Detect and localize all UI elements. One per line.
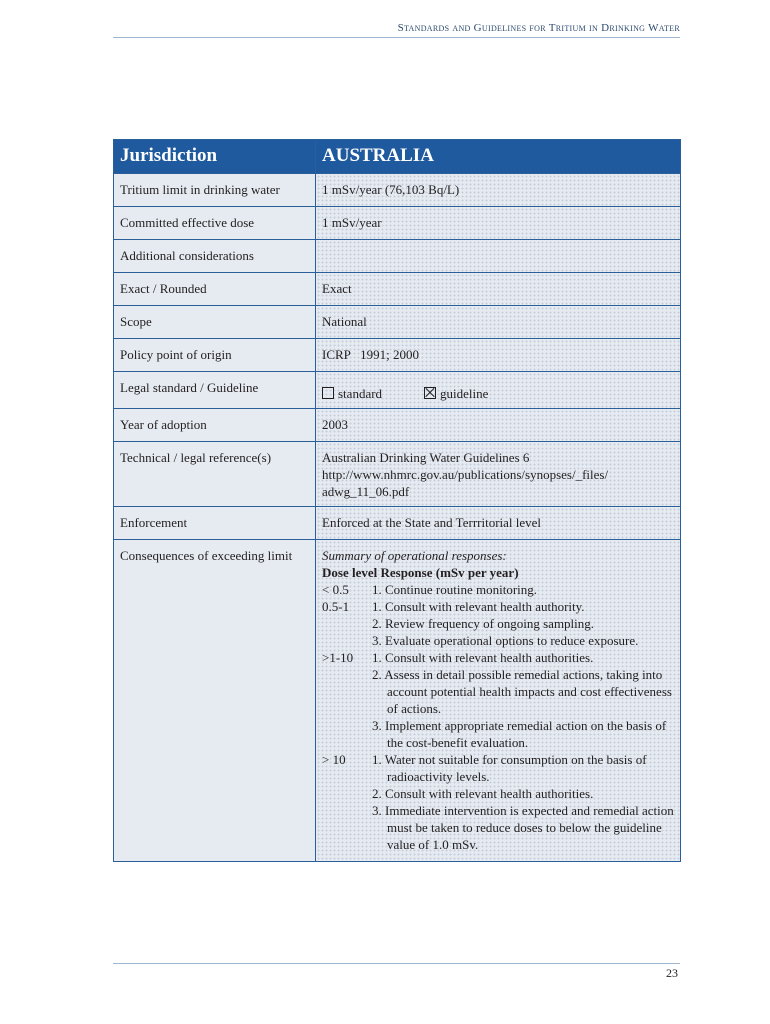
- checked-box-icon: [424, 387, 436, 399]
- standard-option: [322, 385, 382, 402]
- row-label: Committed effective dose: [114, 207, 316, 240]
- table-row: [114, 409, 681, 442]
- dose-level: [322, 581, 674, 598]
- dose-actions: [372, 649, 674, 751]
- dose-level: [322, 649, 674, 751]
- row-label: Consequences of exceeding limit: [114, 540, 316, 862]
- header-rule: [113, 37, 680, 38]
- action-item: 2. Review frequency of ongoing sampling.: [372, 616, 595, 631]
- action-item: 3. Immediate intervention is expected and remedial action must be taken to reduce doses to below the guideline value of 1.0 mSv.: [372, 803, 674, 852]
- row-value: National: [316, 306, 681, 339]
- row-value: 2003: [316, 409, 681, 442]
- action-item: 2. Consult with relevant health authorities.: [372, 786, 594, 801]
- jurisdiction-table: [113, 139, 681, 862]
- reference-url: http://www.nhmrc.gov.au/publications/synopses/_files/: [322, 467, 609, 482]
- action-item: 1. Consult with relevant health authority.: [372, 599, 585, 614]
- row-label: Year of adoption: [114, 409, 316, 442]
- action-item: 1. Water not suitable for consumption on the basis of radioactivity levels.: [372, 752, 647, 784]
- summary-heading: Summary of operational responses:: [322, 548, 507, 563]
- dose-actions: [372, 581, 674, 598]
- dose-actions: [372, 598, 674, 649]
- action-item: 3. Evaluate operational options to reduce exposure.: [372, 633, 639, 648]
- row-label: Technical / legal reference(s): [114, 442, 316, 507]
- table-row: [114, 372, 681, 409]
- running-head: Standards and Guidelines for Tritium in Drinking Water: [397, 22, 680, 34]
- row-label: Additional considerations: [114, 240, 316, 273]
- page-number: 23: [666, 966, 678, 980]
- row-label: Enforcement: [114, 507, 316, 540]
- dose-value: 0.5-1: [322, 599, 350, 614]
- action-item: 3. Implement appropriate remedial action on the basis of the cost-benefit evaluation.: [372, 718, 667, 750]
- dose-value: > 10: [322, 752, 346, 767]
- table-row: [114, 540, 681, 862]
- row-label: Tritium limit in drinking water: [114, 174, 316, 207]
- footer-rule: [113, 963, 680, 964]
- table-row: [114, 273, 681, 306]
- row-value: Exact: [316, 273, 681, 306]
- table-row: [114, 507, 681, 540]
- dose-value: < 0.5: [322, 582, 349, 597]
- dose-actions: [372, 751, 674, 853]
- row-label: Legal standard / Guideline: [114, 372, 316, 409]
- row-label: Scope: [114, 306, 316, 339]
- row-label: Policy point of origin: [114, 339, 316, 372]
- action-item: 1. Consult with relevant health authorities.: [372, 650, 594, 665]
- dose-level: [322, 598, 674, 649]
- reference-title: Australian Drinking Water Guidelines 6: [322, 450, 530, 465]
- consequences-cell: [316, 540, 681, 862]
- reference-url-cont: adwg_11_06.pdf: [322, 484, 410, 499]
- header-country: AUSTRALIA: [316, 140, 681, 174]
- row-value: 1 mSv/year: [316, 207, 681, 240]
- row-value: 1 mSv/year (76,103 Bq/L): [316, 174, 681, 207]
- table-header-row: [114, 140, 681, 174]
- guideline-option: [424, 385, 488, 402]
- row-value: [316, 240, 681, 273]
- dose-value: >1-10: [322, 650, 354, 665]
- table-row: [114, 174, 681, 207]
- action-item: 2. Assess in detail possible remedial actions, taking into account potential health impacts and cost effectiveness of actions.: [372, 667, 672, 716]
- table-row: [114, 207, 681, 240]
- header-jurisdiction: Jurisdiction: [114, 140, 316, 174]
- table-row: [114, 306, 681, 339]
- dose-level: [322, 751, 674, 853]
- row-value: Enforced at the State and Terrritorial level: [316, 507, 681, 540]
- unchecked-box-icon: [322, 387, 334, 399]
- table-row: [114, 240, 681, 273]
- table-row: [114, 339, 681, 372]
- row-label: Exact / Rounded: [114, 273, 316, 306]
- response-heading: Dose level Response (mSv per year): [322, 565, 519, 580]
- standard-label: standard: [338, 386, 383, 401]
- table-row: [114, 442, 681, 507]
- reference-cell: [316, 442, 681, 507]
- legal-status-options: [316, 372, 681, 409]
- guideline-label: guideline: [440, 386, 489, 401]
- row-value: ICRP 1991; 2000: [316, 339, 681, 372]
- action-item: 1. Continue routine monitoring.: [372, 582, 538, 597]
